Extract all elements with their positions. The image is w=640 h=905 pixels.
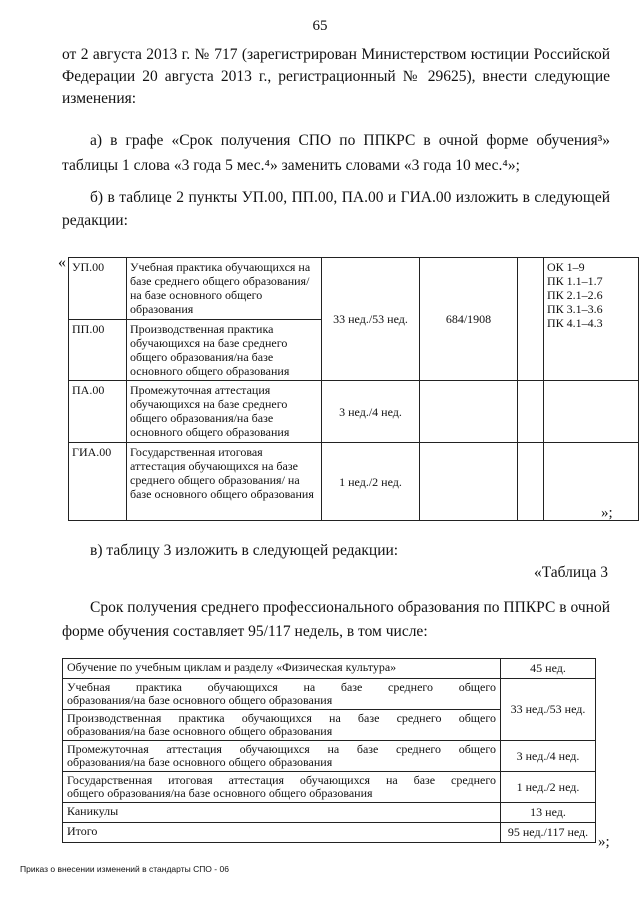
table2-duration: 3 нед./4 нед.	[322, 381, 420, 443]
table2-code: УП.00	[69, 258, 127, 320]
intro-line-3: изменения:	[62, 90, 137, 107]
table-2	[68, 257, 639, 521]
table2-merged-duration: 33 нед./53 нед.	[322, 258, 420, 381]
table3-desc-line-2: образования/на базе основного общего образования	[67, 755, 333, 769]
table3-value: 1 нед./2 нед.	[501, 772, 596, 803]
intro-line-1: от 2 августа 2013 г. № 717 (зарегистрирован Министерством юстиции Российской	[62, 46, 610, 63]
competency-item: ПК 2.1–2.6	[547, 288, 603, 302]
table3-row	[63, 659, 596, 679]
table2-empty-cell	[544, 443, 639, 521]
table3-desc-line-2: общего образования/на базе основного общего образования	[67, 786, 373, 800]
table2-empty-cell	[518, 258, 544, 381]
item-c: в) таблицу 3 изложить в следующей редакции:	[90, 542, 399, 559]
table2-empty-cell	[420, 443, 518, 521]
table3-desc	[63, 710, 501, 741]
table2-code: ПА.00	[69, 381, 127, 443]
table2-empty-cell	[544, 381, 639, 443]
competency-item: ПК 1.1–1.7	[547, 274, 603, 288]
table3-value: 13 нед.	[501, 803, 596, 823]
table3-desc: Итого	[63, 823, 501, 843]
competency-item: ПК 3.1–3.6	[547, 302, 603, 316]
table2-desc: Промежуточная аттестация обучающихся на базе среднего общего образования/на базе основного общего образования	[127, 381, 322, 443]
table3-desc: Каникулы	[63, 803, 501, 823]
table3-desc	[63, 772, 501, 803]
item-a-line-1: а) в графе «Срок получения СПО по ППКРС в очной форме обучения³»	[90, 132, 610, 149]
table3-value: 3 нед./4 нед.	[501, 741, 596, 772]
table2-duration: 1 нед./2 нед.	[322, 443, 420, 521]
competency-item: ОК 1–9	[547, 260, 585, 274]
table2-code: ПП.00	[69, 320, 127, 381]
table3-row	[63, 741, 596, 772]
table3-value: 95 нед./117 нед.	[501, 823, 596, 843]
table3-desc-line-1: Промежуточная аттестация обучающихся на базе среднего общего	[67, 742, 496, 756]
table3-desc-line-2: образования/на базе основного общего образования	[67, 724, 333, 738]
table2-empty-cell	[518, 381, 544, 443]
footer: Приказ о внесении изменений в стандарты СПО - 06	[20, 864, 229, 874]
table2-close-mark: »;	[601, 505, 613, 521]
intro-line-2: Федерации 20 августа 2013 г., регистрационный № 29625), внести следующие	[62, 68, 610, 85]
table3-desc: Обучение по учебным циклам и разделу «Физическая культура»	[63, 659, 501, 679]
table2-empty-cell	[420, 381, 518, 443]
competency-item: ПК 4.1–4.3	[547, 316, 603, 330]
table2-merged-hours: 684/1908	[420, 258, 518, 381]
table3-value: 45 нед.	[501, 659, 596, 679]
table2-row-up	[69, 258, 639, 320]
page-number: 65	[312, 18, 328, 34]
table3-desc	[63, 679, 501, 710]
summary-line-2: форме обучения составляет 95/117 недель, в том числе:	[62, 623, 428, 640]
table2-code: ГИА.00	[69, 443, 127, 521]
table2-row-pa	[69, 381, 639, 443]
table2-row-gia	[69, 443, 639, 521]
item-a-line-2: таблицы 1 слова «3 года 5 мес.⁴» заменить словами «3 года 10 мес.⁴»;	[62, 157, 520, 174]
table3-row	[63, 823, 596, 843]
table3-close-mark: »;	[598, 834, 610, 850]
table3-row	[63, 803, 596, 823]
table2-open-quote: «	[58, 254, 66, 271]
item-b-line-1: б) в таблице 2 пункты УП.00, ПП.00, ПА.00 и ГИА.00 изложить в следующей	[90, 189, 610, 206]
table-3	[62, 658, 596, 843]
table3-row	[63, 679, 596, 710]
table3-desc-line-1: Государственная итоговая аттестация обучающихся на базе среднего	[67, 773, 496, 787]
table3-row	[63, 772, 596, 803]
table3-desc-line-2: образования/на базе основного общего образования	[67, 693, 333, 707]
item-b-line-2: редакции:	[62, 212, 128, 229]
table3-desc	[63, 741, 501, 772]
table2-desc: Государственная итоговая аттестация обучающихся на базе среднего общего образования/ на базе основного общего образования	[127, 443, 322, 521]
table3-label: «Таблица 3	[533, 564, 608, 581]
table2-empty-cell	[518, 443, 544, 521]
table3-desc-line-1: Производственная практика обучающихся на базе среднего общего	[67, 711, 496, 725]
table2-competencies	[544, 258, 639, 381]
summary-line-1: Срок получения среднего профессионального образования по ППКРС в очной	[90, 599, 610, 616]
table2-desc: Производственная практика обучающихся на базе среднего общего образования/на базе основного общего образования	[127, 320, 322, 381]
table3-merged-value: 33 нед./53 нед.	[501, 679, 596, 741]
table2-desc: Учебная практика обучающихся на базе среднего общего образования/на базе основного общего образования	[127, 258, 322, 320]
table3-desc-line-1: Учебная практика обучающихся на базе среднего общего	[67, 680, 496, 694]
